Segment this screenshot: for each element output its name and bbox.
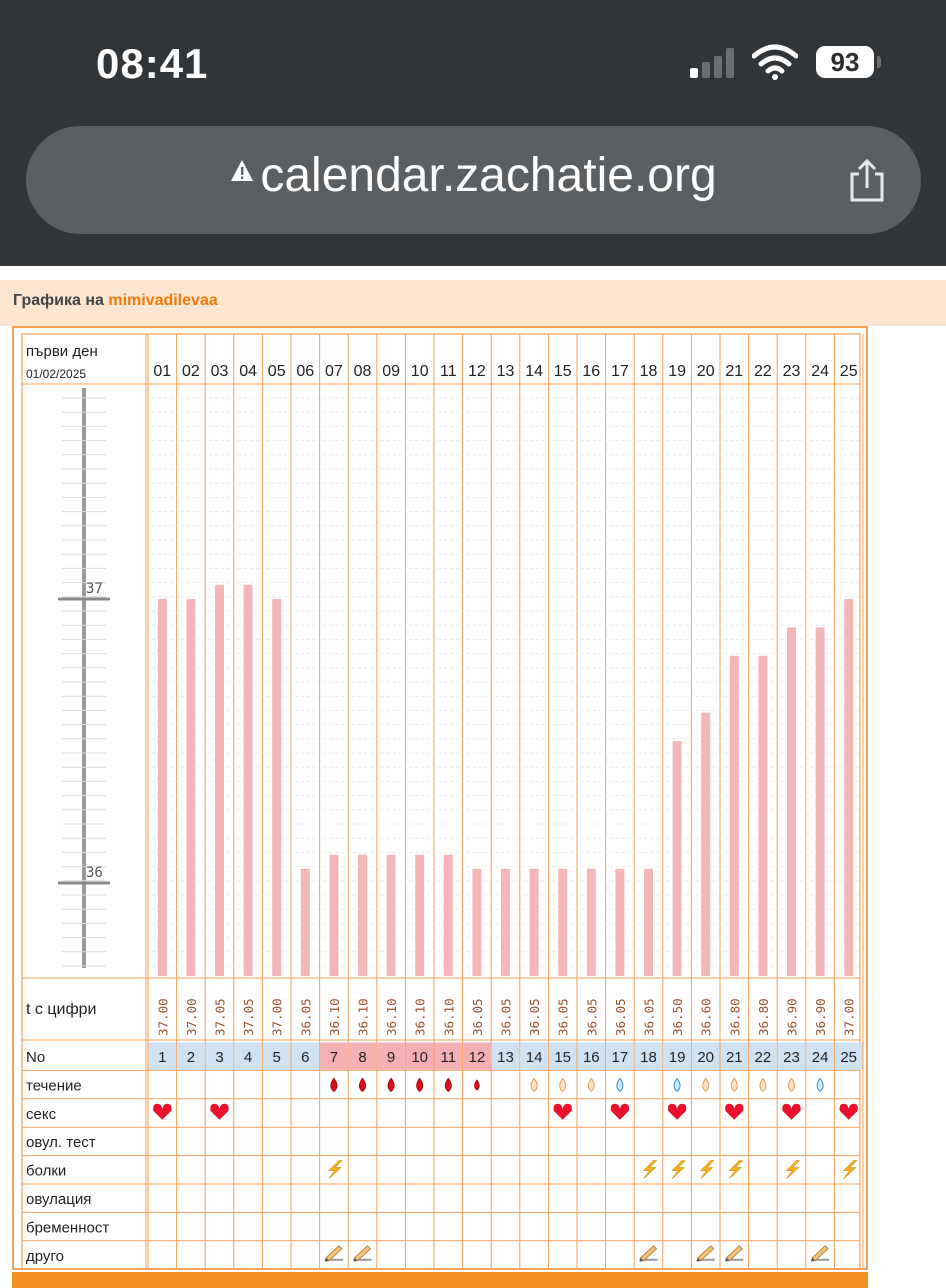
- temp-value-07: 36.10: [326, 998, 342, 1036]
- cycle-day-7: 7: [329, 1049, 339, 1066]
- day-header-12: 12: [468, 363, 486, 380]
- chart-header: [0, 280, 946, 326]
- temp-bar-09: [387, 855, 396, 976]
- lightning-icon: [787, 1161, 800, 1179]
- temp-bar-06: [301, 869, 310, 976]
- url-text: calendar.zachatie.org: [260, 149, 717, 202]
- temp-value-16: 36.05: [584, 998, 600, 1036]
- day-header-24: 24: [811, 363, 829, 380]
- temp-bar-19: [673, 741, 682, 976]
- flow-drop-icon: [731, 1078, 737, 1091]
- temp-bar-01: [158, 599, 167, 976]
- share-icon[interactable]: [844, 158, 890, 204]
- temp-value-06: 36.05: [298, 998, 314, 1036]
- flow-drop-icon: [331, 1078, 337, 1091]
- flow-drop-icon: [531, 1078, 537, 1091]
- day-header-20: 20: [696, 363, 715, 380]
- cycle-day-9: 9: [386, 1049, 396, 1066]
- temp-bar-02: [186, 599, 195, 976]
- temp-value-15: 36.05: [555, 998, 571, 1036]
- day-header-02: 02: [182, 363, 200, 380]
- temp-value-08: 36.10: [355, 998, 371, 1036]
- cycle-day-23: 23: [783, 1049, 800, 1066]
- temp-bar-22: [758, 656, 767, 976]
- temp-value-19: 36.50: [670, 998, 686, 1036]
- pencil-body: [726, 1246, 742, 1261]
- pencil-body: [812, 1246, 828, 1261]
- flow-drop-icon: [417, 1078, 423, 1091]
- temp-bar-21: [730, 656, 739, 976]
- temp-bar-10: [415, 855, 424, 976]
- lightning-icon: [644, 1161, 657, 1179]
- user-link[interactable]: mimivadilevaa: [108, 292, 218, 309]
- cycle-day-18: 18: [640, 1049, 657, 1066]
- day-header-16: 16: [582, 363, 601, 380]
- day-header-08: 08: [353, 363, 372, 380]
- temp-bar-20: [701, 713, 710, 976]
- temp-value-22: 36.80: [755, 998, 771, 1036]
- flow-drop-icon: [617, 1078, 623, 1091]
- day-header-07: 07: [325, 363, 343, 380]
- cycle-day-4: 4: [243, 1049, 253, 1066]
- cycle-day-15: 15: [554, 1049, 572, 1066]
- flow-drop-icon: [817, 1078, 823, 1091]
- page-top-strip: [0, 266, 946, 278]
- temp-value-01: 37.00: [155, 998, 171, 1036]
- pencil-body: [326, 1246, 342, 1261]
- status-bar: [0, 0, 946, 266]
- battery-tip: [877, 56, 881, 68]
- flow-drop-icon: [360, 1078, 366, 1091]
- temp-bar-12: [472, 869, 481, 976]
- cycle-day-24: 24: [811, 1049, 829, 1066]
- cycle-day-25: 25: [840, 1049, 858, 1066]
- day-header-04: 04: [239, 363, 257, 380]
- temp-value-21: 36.80: [727, 998, 743, 1036]
- heart-icon: [668, 1104, 686, 1120]
- day-header-06: 06: [296, 363, 315, 380]
- flow-drop-icon: [560, 1078, 566, 1091]
- day-header-19: 19: [668, 363, 686, 380]
- temp-bar-15: [558, 869, 567, 976]
- first-day-label: първи ден: [26, 343, 98, 360]
- temp-bar-25: [844, 599, 853, 976]
- heading-prefix: Графика на: [13, 292, 104, 309]
- day-header-17: 17: [611, 363, 629, 380]
- heart-icon: [611, 1104, 629, 1120]
- cycle-day-8: 8: [358, 1049, 367, 1066]
- cycle-day-5: 5: [272, 1049, 281, 1066]
- pencil-icon: [725, 1246, 743, 1262]
- cycle-day-1: 1: [158, 1049, 167, 1066]
- temp-bar-04: [244, 585, 253, 976]
- pencil-icon: [697, 1246, 715, 1262]
- temp-value-23: 36.90: [784, 998, 800, 1036]
- cycle-day-19: 19: [668, 1049, 686, 1066]
- cycle-day-13: 13: [497, 1049, 514, 1066]
- day-header-15: 15: [553, 363, 572, 380]
- heart-icon: [210, 1104, 228, 1120]
- cycle-day-3: 3: [215, 1049, 224, 1066]
- day-header-10: 10: [410, 363, 429, 380]
- temp-value-24: 36.90: [813, 998, 829, 1036]
- day-header-18: 18: [639, 363, 658, 380]
- cycle-day-16: 16: [582, 1049, 600, 1066]
- temp-value-03: 37.05: [212, 998, 228, 1036]
- cycle-day-14: 14: [525, 1049, 543, 1066]
- lightning-icon: [729, 1161, 742, 1179]
- row-label-flow: течение: [26, 1077, 82, 1095]
- cycle-day-6: 6: [301, 1049, 310, 1066]
- day-header-05: 05: [267, 363, 286, 380]
- lightning-icon: [329, 1161, 342, 1179]
- pencil-body: [641, 1246, 657, 1261]
- row-label-other: друго: [26, 1247, 64, 1265]
- lightning-icon: [701, 1161, 714, 1179]
- row-label-ovul-test: овул. тест: [26, 1134, 96, 1152]
- day-header-21: 21: [725, 363, 744, 380]
- clock: 08:41: [96, 40, 209, 87]
- pencil-body: [355, 1246, 371, 1261]
- pencil-icon: [325, 1246, 343, 1262]
- temp-bar-18: [644, 869, 653, 976]
- temp-bar-11: [444, 855, 453, 976]
- temp-bar-13: [501, 869, 510, 976]
- temp-value-13: 36.05: [498, 998, 514, 1036]
- day-header-14: 14: [525, 363, 543, 380]
- heart-icon: [554, 1104, 572, 1120]
- url-display[interactable]: [26, 148, 921, 203]
- y-tick-36: 36: [86, 865, 103, 881]
- flow-drop-icon: [445, 1078, 451, 1091]
- pencil-icon: [640, 1246, 658, 1262]
- wifi-icon: [752, 44, 798, 80]
- chart-canvas: [14, 328, 866, 1268]
- day-header-11: 11: [439, 363, 457, 380]
- temp-value-02: 37.00: [183, 998, 199, 1036]
- day-header-22: 22: [754, 363, 772, 380]
- battery-indicator: 93: [816, 46, 874, 78]
- footer-bar: [12, 1272, 868, 1288]
- temp-bar-16: [587, 869, 596, 976]
- flow-drop-icon: [674, 1078, 680, 1091]
- day-header-03: 03: [210, 363, 229, 380]
- temp-value-20: 36.60: [698, 998, 714, 1036]
- temp-value-11: 36.10: [441, 998, 457, 1036]
- pencil-body: [698, 1246, 714, 1261]
- first-day-date: 01/02/2025: [26, 367, 87, 381]
- cycle-day-11: 11: [440, 1049, 457, 1066]
- flow-drop-icon: [760, 1078, 766, 1091]
- warning-icon: [230, 159, 254, 183]
- heart-icon: [153, 1104, 171, 1120]
- y-tick-37: 37: [86, 581, 103, 597]
- heart-icon: [725, 1104, 743, 1120]
- row-label-no: No: [26, 1049, 46, 1066]
- row-label-sex: секс: [26, 1105, 57, 1123]
- heart-icon: [840, 1104, 858, 1120]
- temp-value-09: 36.10: [384, 998, 400, 1036]
- flow-drop-icon: [388, 1078, 394, 1091]
- temp-value-14: 36.05: [527, 998, 543, 1036]
- temp-value-05: 37.00: [269, 998, 285, 1036]
- day-header-09: 09: [382, 363, 400, 380]
- temp-value-04: 37.05: [241, 998, 257, 1036]
- cycle-day-22: 22: [754, 1049, 772, 1066]
- cycle-day-20: 20: [697, 1049, 715, 1066]
- temp-bar-24: [816, 627, 825, 976]
- temp-value-12: 36.05: [469, 998, 485, 1036]
- row-label-pregnancy: бременност: [26, 1219, 110, 1237]
- flow-drop-icon: [588, 1078, 594, 1091]
- temp-value-18: 36.05: [641, 998, 657, 1036]
- address-bar[interactable]: [26, 126, 921, 234]
- cycle-day-21: 21: [725, 1049, 743, 1066]
- lightning-icon: [672, 1161, 685, 1179]
- cycle-day-12: 12: [468, 1049, 486, 1066]
- cycle-day-2: 2: [186, 1049, 196, 1066]
- flow-drop-icon: [789, 1078, 795, 1091]
- temp-bar-05: [272, 599, 281, 976]
- temp-value-25: 37.00: [841, 998, 857, 1036]
- day-header-13: 13: [496, 363, 515, 380]
- heart-icon: [782, 1104, 800, 1120]
- lightning-icon: [844, 1161, 857, 1179]
- temp-bar-14: [530, 869, 539, 976]
- cycle-day-17: 17: [611, 1049, 629, 1066]
- row-label-pain: болки: [26, 1162, 67, 1180]
- day-header-25: 25: [839, 363, 858, 380]
- day-header-23: 23: [782, 363, 801, 380]
- chart-heading: [13, 292, 218, 310]
- cell-signal-icon: [690, 48, 738, 78]
- temp-bar-07: [329, 855, 338, 976]
- temp-value-17: 36.05: [612, 998, 628, 1036]
- row-label-digits: t с цифри: [26, 1001, 97, 1018]
- temp-bar-08: [358, 855, 367, 976]
- flow-drop-icon: [475, 1080, 480, 1090]
- day-header-01: 01: [153, 363, 172, 380]
- flow-drop-icon: [703, 1078, 709, 1091]
- row-label-ovulation: овулация: [26, 1191, 92, 1208]
- pencil-icon: [811, 1246, 829, 1262]
- temp-value-10: 36.10: [412, 998, 428, 1036]
- pencil-icon: [354, 1246, 372, 1262]
- cycle-day-10: 10: [411, 1049, 429, 1066]
- temp-bar-03: [215, 585, 224, 976]
- bbt-chart: [12, 326, 868, 1270]
- temp-bar-23: [787, 627, 796, 976]
- temp-bar-17: [615, 869, 624, 976]
